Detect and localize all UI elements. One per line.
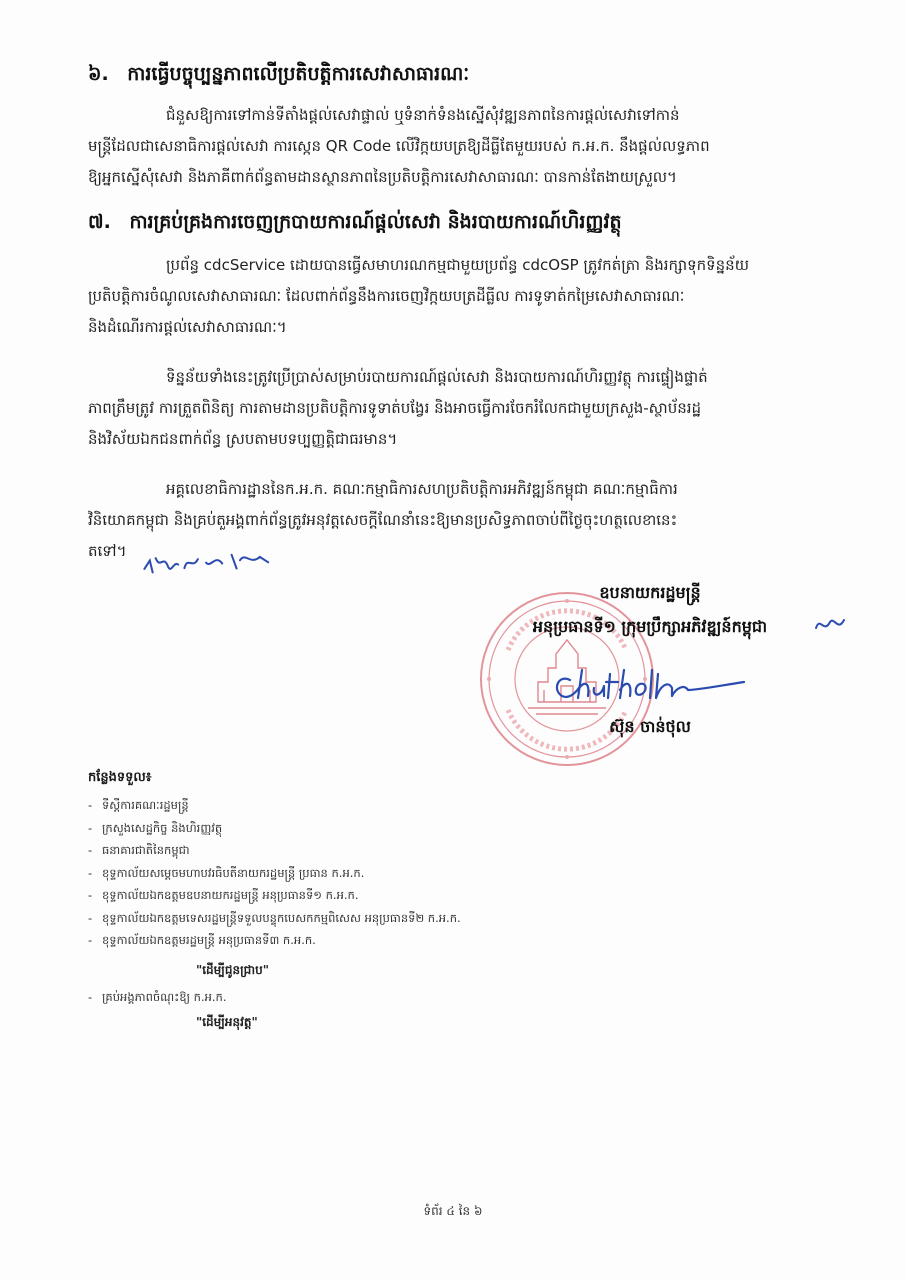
recipient-item: - ខុទ្ទកាល័យឯកឧត្តមទេសរដ្ឋមន្ត្រីទទួលបន្ទុកបេសកកម្មពិសេស អនុប្រធានទី២ ក.អ.ក. bbox=[88, 910, 461, 925]
section-6-line-3: ឱ្យអ្នកស្នើសុំសេវា និងភាគីពាក់ព័ន្ធតាមដានស្ថានភាពនៃប្រតិបត្តិការសេវាសាធារណៈ បានកាន់តែងាយស្រួល។ bbox=[88, 168, 677, 186]
section-7-p1-line-3: និងដំណើរការផ្តល់សេវាសាធារណៈ។ bbox=[88, 318, 287, 336]
signatory-title-2: អនុប្រធានទី១ ក្រុមប្រឹក្សាអភិវឌ្ឍន៍កម្ពុជា bbox=[532, 617, 768, 636]
recipient-item: - ធនាគារជាតិនៃកម្ពុជា bbox=[88, 843, 190, 857]
page-number: ទំព័រ ៤ នៃ ៦ bbox=[423, 1204, 483, 1218]
section-6-paragraph bbox=[88, 100, 850, 193]
purpose-for-information: "ដើម្បីជូនជ្រាប" bbox=[196, 963, 269, 977]
purpose-for-implementation: "ដើម្បីអនុវត្ត" bbox=[196, 1015, 258, 1029]
section-7-p1-line-1: ប្រព័ន្ធ cdcService ដោយបានធ្វើសមាហរណកម្មជាមួយប្រព័ន្ធ cdcOSP ត្រូវកត់ត្រា និងរក្សាទុកទិន្នន័យ bbox=[166, 256, 749, 274]
section-7-p3-line-3: តទៅ។ bbox=[88, 542, 127, 560]
recipients-list-2 bbox=[88, 986, 227, 1009]
section-6-heading bbox=[88, 62, 469, 90]
signatory-name: ស៊ុន ចាន់ថុល bbox=[609, 717, 691, 736]
recipient-item: - ខុទ្ទកាល័យសម្តេចមហាបវរធិបតីនាយករដ្ឋមន្ត្រី ប្រធាន ក.អ.ក. bbox=[88, 865, 365, 880]
section-7-p1-line-2: ប្រតិបត្តិការចំណូលសេវាសាធារណៈ ដែលពាក់ព័ន្ធនឹងការចេញវិក្កយបត្រដីធ្លីល ការទូទាត់កម្រៃសេវាសាធារណៈ bbox=[88, 287, 685, 305]
handwritten-signature bbox=[548, 660, 748, 710]
section-7-paragraph-2 bbox=[88, 362, 850, 455]
section-6-title: ការធ្វើបច្ចុប្បន្នភាពលើប្រតិបត្តិការសេវាសាធារណៈ bbox=[127, 63, 470, 85]
section-6-number: ៦. bbox=[88, 63, 109, 85]
section-7-p2-line-2: ភាពត្រឹមត្រូវ ការត្រួតពិនិត្យ ការតាមដានប្រតិបត្តិការទូទាត់បង្វែរ និងអាចធ្វើការចែករំលែកជាមួយក្រសួង-ស្ថាប័នរដ្ឋ bbox=[88, 399, 702, 417]
section-7-p2-line-3: និងវិស័យឯកជនពាក់ព័ន្ធ ស្របតាមបទប្បញ្ញត្តិជាធរមាន។ bbox=[88, 430, 398, 448]
recipient-item: - គ្រប់អង្គភាពចំណុះឱ្យ ក.អ.ក. bbox=[88, 990, 227, 1004]
section-7-p2-line-1: ទិន្នន័យទាំងនេះត្រូវប្រើប្រាស់សម្រាប់របាយការណ៍ផ្តល់សេវា និងរបាយការណ៍ហិរញ្ញវត្ថុ ការផ្ទៀងផ្ទាត់ bbox=[166, 368, 708, 386]
signatory-title-1: ឧបនាយករដ្ឋមន្ត្រី bbox=[599, 583, 701, 602]
recipients-title: កន្លែងទទួល៖ bbox=[88, 770, 152, 785]
section-7-title: ការគ្រប់គ្រងការចេញក្របាយការណ៍ផ្តល់សេវា និងរបាយការណ៍ហិរញ្ញវត្ថុ bbox=[129, 211, 622, 233]
recipient-item: - ក្រសួងសេដ្ឋកិច្ច និងហិរញ្ញវត្ថុ bbox=[88, 820, 223, 835]
section-7-paragraph-1 bbox=[88, 250, 850, 343]
section-7-p3-line-2: វិនិយោគកម្ពុជា និងគ្រប់តួអង្គពាក់ព័ន្ធត្រូវអនុវត្តសេចក្តីណែនាំនេះឱ្យមានប្រសិទ្ធភាពចាប់ពីថ្ងៃចុះហត្ថលេខានេះ bbox=[88, 511, 678, 529]
recipient-item: - ខុទ្ទកាល័យឯកឧត្តមឧបនាយករដ្ឋមន្ត្រី អនុប្រធានទី១ ក.អ.ក. bbox=[88, 888, 359, 902]
section-6-line-1: ជំនួសឱ្យការទៅកាន់ទីតាំងផ្តល់សេវាផ្ទាល់ ឬទំនាក់ទំនងស្នើសុំវឌ្ឍនភាពនៃការផ្តល់សេវាទៅកាន់ bbox=[166, 106, 680, 124]
section-7-number: ៧. bbox=[88, 211, 111, 233]
recipient-item: - ទីស្តីការគណៈរដ្ឋមន្ត្រី bbox=[88, 798, 189, 812]
section-6-line-2: មន្ត្រីដែលជាសេនាធិការផ្តល់សេវា ការស្កេន QR Code លើវិក្កយបត្រឱ្យដីធ្លីតែមួយរបស់ ក.អ.ក. នឹងផ្តល់លទ្ធភាព bbox=[88, 137, 710, 155]
section-7-p3-line-1: អគ្គលេខាធិការដ្ឋាននៃក.អ.ក. គណៈកម្មាធិការសហប្រតិបត្តិការអភិវឌ្ឍន៍កម្ពុជា គណៈកម្មាធិការ bbox=[166, 480, 678, 498]
margin-initials bbox=[812, 612, 848, 638]
recipient-item: - ខុទ្ទកាល័យឯកឧត្តមរដ្ឋមន្ត្រី អនុប្រធានទី៣ ក.អ.ក. bbox=[88, 933, 316, 947]
section-7-heading bbox=[88, 210, 622, 238]
recipients-list bbox=[88, 794, 461, 952]
